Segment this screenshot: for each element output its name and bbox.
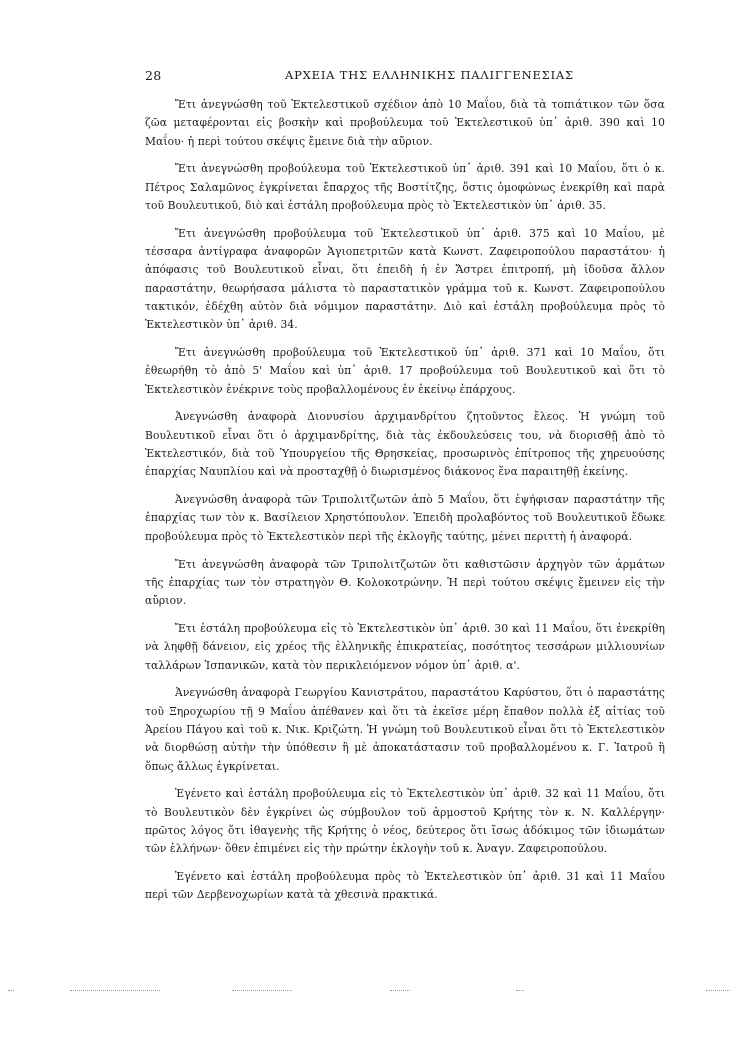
- scan-speck: [706, 990, 730, 992]
- body-text: [145, 96, 665, 914]
- paragraph: Ἔτι ἀνεγνώσθη προβούλευμα τοῦ Ἐκτελεστικοῦ ὑπ᾽ ἀριθ. 371 καὶ 10 Μαΐου, ὅτι ἐθεωρήθη τὸ ἀπὸ 5' Μαΐου καὶ ὑπ᾽ ἀριθ. 17 προβούλευμα τοῦ Βουλευτικοῦ καὶ ὅτι τὸ Ἐκτελεστικὸν ἐνέκρινε τοὺς προβαλλομένους ἐν ἐκείνῳ ἐπάρχους.: [145, 346, 665, 396]
- paragraph: Ἐγένετο καὶ ἐστάλη προβούλευμα πρὸς τὸ Ἐκτελεστικὸν ὑπ᾽ ἀριθ. 31 καὶ 11 Μαΐου περὶ τῶν Δερβενοχωρίων κατὰ τὰ χθεσινὰ πρακτικά.: [145, 869, 665, 902]
- scan-speck: [232, 990, 292, 992]
- paragraph: Ἔτι ἀνεγνώσθη προβούλευμα τοῦ Ἐκτελεστικοῦ ὑπ᾽ ἀριθ. 375 καὶ 10 Μαΐου, μὲ τέσσαρα ἀντίγραφα ἀναφορῶν Ἁγιοπετριτῶν κατὰ Κωνστ. Ζαφειροπούλου παραστάτου· ἡ ἀπόφασις τοῦ Βουλευτικοῦ εἶναι, ὅτι ἐπειδὴ ἡ ἐν Ἄστρει ἐπιτροπή, μὴ ἰδοῦσα ἄλλον παραστάτην, θεωρήσασα μάλιστα τὸ παραστατικὸν γράμμα τοῦ κ. Κωνστ. Ζαφειροπούλου τακτικόν, ἐδέχθη αὐτὸν διὰ νόμιμον παραστάτην. Διὸ καὶ ἐστάλη προβούλευμα πρὸς τὸ Ἐκτελεστικὸν ὑπ᾽ ἀριθ. 34.: [145, 226, 665, 332]
- scan-artifacts: [0, 990, 744, 996]
- paragraph: Ἔτι ἀνεγνώσθη τοῦ Ἐκτελεστικοῦ σχέδιον ἀπὸ 10 Μαΐου, διὰ τὰ τοπιάτικον τῶν ὅσα ζῶα μεταφέρονται εἰς βοσκὴν καὶ προβούλευμα τοῦ Ἐκτελεστικοῦ ὑπ᾽ ἀριθ. 390 καὶ 10 Μαΐου· ἡ περὶ τούτου σκέψις ἔμεινε διὰ τὴν αὔριον.: [145, 98, 665, 148]
- scan-speck: [70, 990, 160, 992]
- scan-speck: [516, 990, 524, 992]
- scan-speck: [390, 990, 410, 992]
- paragraph: Ἔτι ἀνεγνώσθη προβούλευμα τοῦ Ἐκτελεστικοῦ ὑπ᾽ ἀριθ. 391 καὶ 10 Μαΐου, ὅτι ὁ κ. Πέτρος Σαλαμῶνος ἐγκρίνεται ἔπαρχος τῆς Βοστίτζης, ὅστις ὁμοφώνως ἐνεκρίθη καὶ παρὰ τοῦ Βουλευτικοῦ, διὸ καὶ ἐστάλη προβούλευμα πρὸς τὸ Ἐκτελεστικὸν ὑπ᾽ ἀριθ. 35.: [145, 162, 665, 212]
- paragraph: Ἀνεγνώσθη ἀναφορὰ τῶν Τριπολιτζωτῶν ἀπὸ 5 Μαΐου, ὅτι ἐψήφισαν παραστάτην τῆς ἐπαρχίας των τὸν κ. Βασίλειον Χρηστόπουλον. Ἐπειδὴ προλαβόντος τοῦ Βουλευτικοῦ ἔδωκε προβούλευμα πρὸς τὸ Ἐκτελεστικὸν περὶ τῆς ἐκλογῆς ταύτης, μένει περιττὴ ἡ ἀναφορά.: [145, 493, 665, 543]
- scan-speck: [8, 990, 14, 992]
- page-header: [145, 68, 665, 86]
- running-title: ΑΡΧΕΙΑ ΤΗΣ ΕΛΛΗΝΙΚΗΣ ΠΑΛΙΓΓΕΝΕΣΙΑΣ: [285, 68, 574, 82]
- paragraph: Ἀνεγνώσθη ἀναφορὰ Γεωργίου Κανιστράτου, παραστάτου Καρύστου, ὅτι ὁ παραστάτης τοῦ Ξηροχωρίου τῇ 9 Μαΐου ἀπέθανεν καὶ ὅτι τὰ ἐκεῖσε μέρη ἔπαθον πολλὰ ἐξ αἰτίας τοῦ Ἀρείου Πάγου καὶ τοῦ κ. Νικ. Κριζώτη. Ἡ γνώμη τοῦ Βουλευτικοῦ εἶναι ὅτι τὸ Ἐκτελεστικὸν νὰ διορθώσῃ αὐτὴν τὴν ὑπόθεσιν ἢ μὲ ἀποκατάστασιν τοῦ προβαλλομένου κ. Γ. Ἰατροῦ ἢ ὅπως ἄλλως ἐγκρίνεται.: [145, 686, 665, 773]
- paragraph: Ἐγένετο καὶ ἐστάλη προβούλευμα εἰς τὸ Ἐκτελεστικὸν ὑπ᾽ ἀριθ. 32 καὶ 11 Μαΐου, ὅτι τὸ Βουλευτικὸν δὲν ἐγκρίνει ὡς σύμβουλον τοῦ ἁρμοστοῦ Κρήτης τὸν κ. Ν. Καλλέργην· πρῶτος λόγος ὅτι ἰθαγενὴς τῆς Κρήτης ὁ νέος, δεύτερος ὅτι ἴσως ἀδόκιμος τῶν ἰδιωμάτων τῶν ἑλλήνων· ὅθεν ἐπιμένει εἰς τὴν πρώτην ἐκλογὴν τοῦ κ. Ἀναγν. Ζαφειροπούλου.: [145, 787, 665, 856]
- paragraph: Ἔτι ἀνεγνώσθη ἀναφορὰ τῶν Τριπολιτζωτῶν ὅτι καθιστῶσιν ἀρχηγὸν τῶν ἁρμάτων τῆς ἐπαρχίας των τὸν στρατηγὸν Θ. Κολοκοτρώνην. Ἡ περὶ τούτου σκέψις ἔμεινεν εἰς τὴν αὔριον.: [145, 557, 665, 608]
- page-number: 28: [145, 68, 162, 83]
- paragraph: Ἀνεγνώσθη ἀναφορὰ Διονυσίου ἀρχιμανδρίτου ζητοῦντος ἔλεος. Ἡ γνώμη τοῦ Βουλευτικοῦ εἶναι ὅτι ὁ ἀρχιμανδρίτης, διὰ τὰς ἐκδουλεύσεις του, νὰ διορισθῇ ἀπὸ τὸ Ἐκτελεστικόν, διὰ τοῦ Ὑπουργείου τῆς Θρησκείας, προσωρινὸς ἐπίτροπος τῆς χηρευούσης ἐπαρχίας Ναυπλίου καὶ νὰ προσταχθῇ ὁ διωρισμένος διάκονος ἕνα παραιτηθῇ ἐκείνης.: [145, 410, 665, 479]
- paragraph: Ἔτι ἐστάλη προβούλευμα εἰς τὸ Ἐκτελεστικὸν ὑπ᾽ ἀριθ. 30 καὶ 11 Μαΐου, ὅτι ἐνεκρίθη νὰ ληφθῇ δάνειον, εἰς χρέος τῆς ἑλληνικῆς ἐπικρατείας, ποσότητος τεσσάρων μιλλιουνίων ταλλάρων Ἱσπανικῶν, κατὰ τὸν περικλειόμενον νόμον ὑπ᾽ ἀριθ. α'.: [145, 621, 665, 672]
